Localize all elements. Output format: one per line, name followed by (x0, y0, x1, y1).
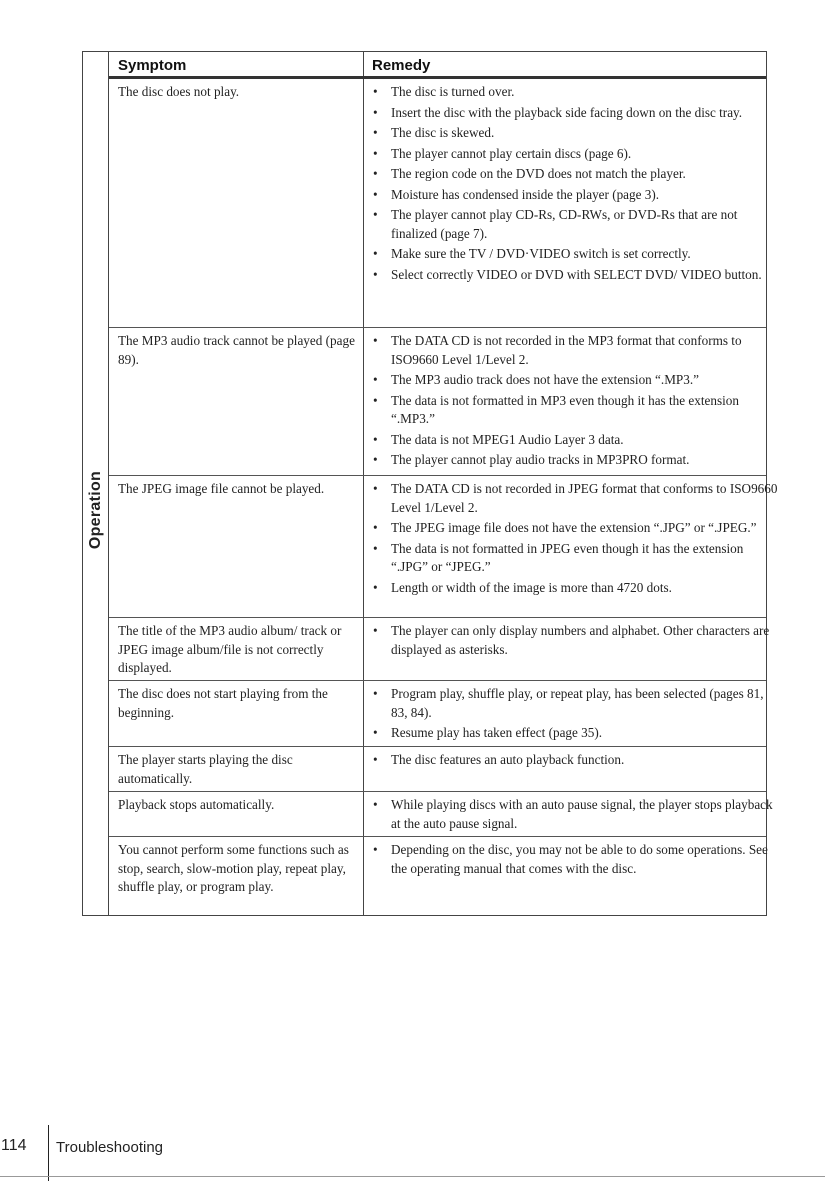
footer-section-title: Troubleshooting (56, 1139, 164, 1156)
symptom-column-header: Symptom (118, 57, 187, 74)
table-row (109, 837, 766, 916)
remedy-item: • The data is not MPEG1 Audio Layer 3 data. (371, 431, 783, 450)
column-divider (363, 681, 364, 746)
table-row (109, 747, 766, 792)
symptom-cell: The JPEG image file cannot be played. (118, 481, 325, 496)
column-divider (363, 79, 364, 327)
column-divider (363, 837, 364, 916)
column-divider (363, 328, 364, 475)
column-divider (363, 792, 364, 836)
table-row (109, 618, 770, 681)
table-row (109, 328, 766, 476)
table-row (109, 476, 778, 618)
remedy-item: • The player can only display numbers and alphabet. Other characters are displayed as asterisks. (371, 622, 783, 659)
remedy-item: • The player cannot play audio tracks in MP3PRO format. (371, 451, 783, 470)
remedy-list (371, 622, 783, 661)
column-divider (363, 747, 364, 791)
remedy-item: • The player cannot play CD-Rs, CD-RWs, or DVD-Rs that are not finalized (page 7). (371, 206, 783, 243)
table-row (109, 79, 766, 328)
remedy-list (371, 841, 783, 880)
remedy-item: • While playing discs with an auto pause signal, the player stops playback at the auto pause signal. (371, 796, 783, 833)
remedy-list (371, 685, 783, 745)
remedy-item: • Moisture has condensed inside the player (page 3). (371, 186, 783, 205)
remedy-item: • The DATA CD is not recorded in the MP3 format that conforms to ISO9660 Level 1/Level 2. (371, 332, 783, 369)
symptom-cell: The disc does not start playing from the beginning. (118, 686, 328, 720)
symptom-cell: You cannot perform some functions such as stop, search, slow-motion play, repeat play, shuffle play, or program play. (118, 842, 349, 894)
remedy-item: • Depending on the disc, you may not be able to do some operations. See the operating manual that comes with the disc. (371, 841, 783, 878)
remedy-item: • The disc is skewed. (371, 124, 783, 143)
footer-divider (48, 1125, 49, 1181)
symptom-cell: Playback stops automatically. (118, 797, 275, 812)
remedy-list (371, 796, 783, 835)
symptom-cell: The player starts playing the disc automatically. (118, 752, 293, 786)
remedy-item: • Resume play has taken effect (page 35). (371, 724, 783, 743)
table-row (109, 792, 773, 837)
remedy-list (371, 751, 783, 772)
remedy-item: • Program play, shuffle play, or repeat play, has been selected (pages 81, 83, 84). (371, 685, 783, 722)
remedy-item: • The MP3 audio track does not have the extension “.MP3.” (371, 371, 783, 390)
remedy-item: • Select correctly VIDEO or DVD with SELECT DVD/ VIDEO button. (371, 266, 783, 285)
symptom-cell: The title of the MP3 audio album/ track or JPEG image album/file is not correctly displayed. (118, 623, 342, 675)
remedy-item: • The region code on the DVD does not match the player. (371, 165, 783, 184)
remedy-item: • Length or width of the image is more than 4720 dots. (371, 579, 783, 598)
column-divider (363, 52, 364, 76)
remedy-list (371, 480, 783, 599)
symptom-cell: The MP3 audio track cannot be played (page 89). (118, 333, 355, 367)
troubleshooting-table (82, 51, 778, 916)
remedy-item: • The player cannot play certain discs (page 6). (371, 145, 783, 164)
column-divider (363, 476, 364, 617)
remedy-list (371, 332, 783, 472)
table-row (109, 681, 766, 747)
footer-rule (0, 1176, 825, 1177)
remedy-item: • The DATA CD is not recorded in JPEG format that conforms to ISO9660 Level 1/Level 2. (371, 480, 783, 517)
remedy-item: • The JPEG image file does not have the extension “.JPG” or “.JPEG.” (371, 519, 783, 538)
remedy-item: • The data is not formatted in JPEG even though it has the extension “.JPG” or “JPEG.” (371, 540, 783, 577)
remedy-item: • Insert the disc with the playback side facing down on the disc tray. (371, 104, 783, 123)
column-divider (363, 618, 364, 680)
section-side-tab (83, 52, 109, 915)
table-header (109, 52, 766, 79)
remedy-item: • The disc features an auto playback function. (371, 751, 783, 770)
section-tab-label: Operation (87, 470, 104, 550)
table-body (109, 79, 778, 915)
remedy-item: • Make sure the TV / DVD·VIDEO switch is set correctly. (371, 245, 783, 264)
remedy-item: • The data is not formatted in MP3 even though it has the extension “.MP3.” (371, 392, 783, 429)
remedy-item: • The disc is turned over. (371, 83, 783, 102)
remedy-column-header: Remedy (372, 57, 431, 74)
remedy-list (371, 83, 783, 286)
page-number: 114 (1, 1137, 27, 1154)
symptom-cell: The disc does not play. (118, 84, 240, 99)
